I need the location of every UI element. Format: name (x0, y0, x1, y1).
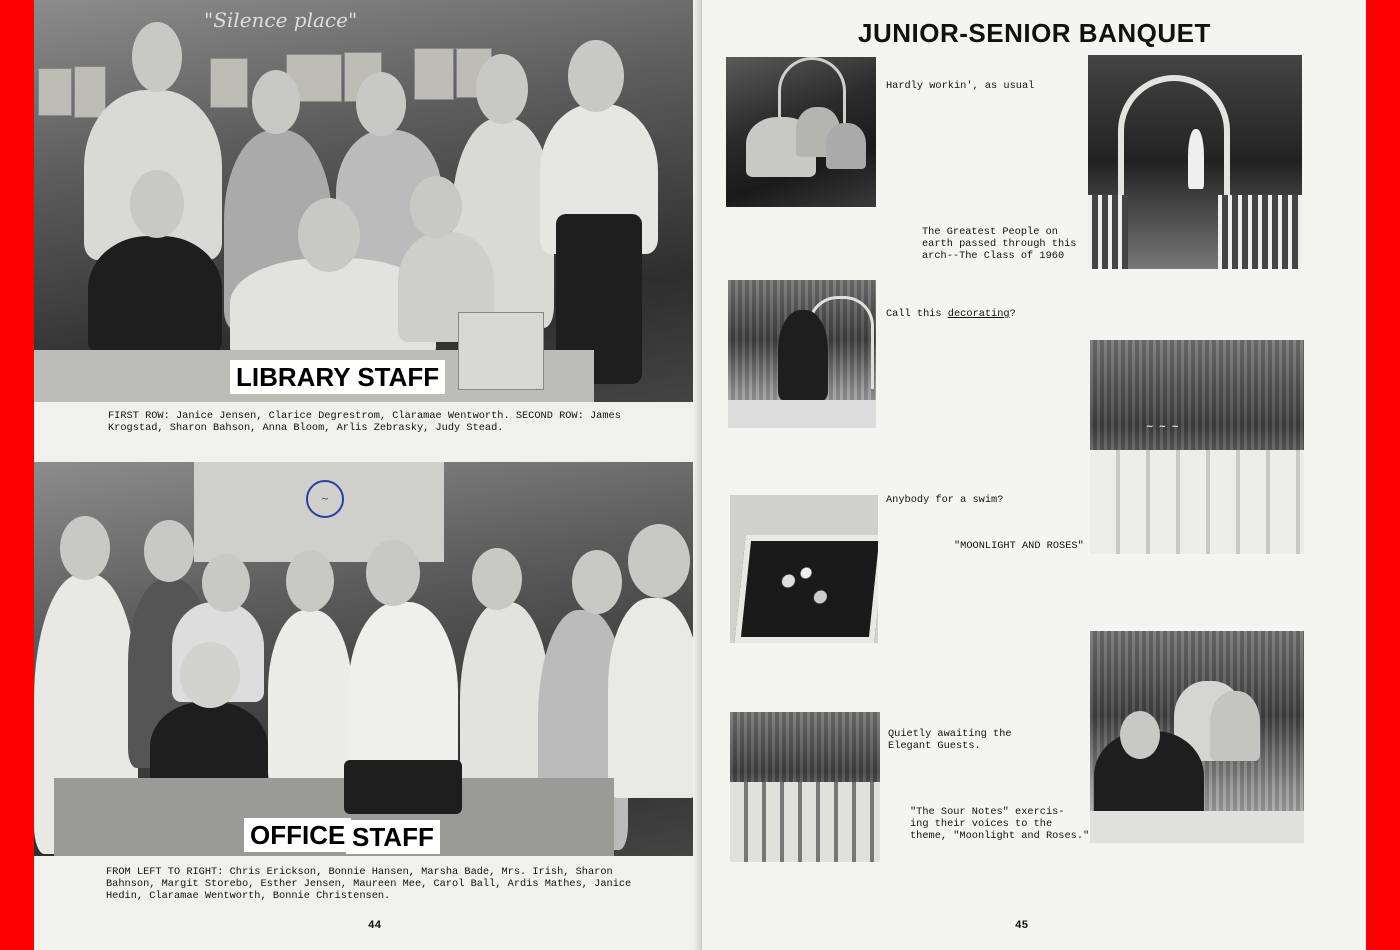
tables-with-chairs (1090, 450, 1304, 554)
office-staff-caption: FROM LEFT TO RIGHT: Chris Erickson, Bonnie Hansen, Marsha Bade, Mrs. Irish, Sharon Bahnson, Margit Storebo, Esther Jensen, Maureen Mee, Carol Ball, Ardis Mathes, Janice Hedin, Claramae Wentworth, Bonnie Christensen. (106, 866, 632, 902)
typewriter (344, 760, 462, 814)
person-head (476, 54, 528, 124)
chalkboard-text: "Silence place" (204, 8, 358, 32)
person-head (144, 520, 194, 582)
banquet-photo-pool (730, 495, 878, 643)
caption-call-this-decorating (886, 296, 1016, 320)
person-head (472, 548, 522, 610)
person-head (572, 550, 622, 614)
caption-sour-notes: "The Sour Notes" exercis- ing their voices to the theme, "Moonlight and Roses." (910, 806, 1090, 842)
caption-question-mark: ? (1009, 308, 1016, 320)
person-head (568, 40, 624, 112)
banquet-photo-tables (730, 712, 880, 862)
person-head (202, 554, 250, 612)
handwritten-stamp-icon: ~ (306, 480, 344, 518)
person-head (130, 170, 184, 238)
page-number-right: 45 (1015, 920, 1029, 932)
flower-arch (1118, 75, 1230, 251)
person-head (252, 70, 300, 134)
caption-anybody-swim: Anybody for a swim? (886, 494, 1004, 506)
person-head (298, 198, 360, 272)
banquet-photo-hall (1090, 340, 1304, 554)
person-head (132, 22, 182, 92)
person-head (628, 524, 690, 598)
fence (1218, 195, 1302, 269)
caption-quietly-awaiting: Quietly awaiting the Elegant Guests. (888, 728, 1012, 752)
person (88, 236, 222, 354)
page-title: JUNIOR-SENIOR BANQUET (858, 18, 1211, 48)
banquet-photo-decorating (728, 280, 876, 428)
person (1210, 691, 1260, 761)
banner-sign: ~ ~ ~ (1146, 422, 1180, 432)
tables-with-chairs (730, 782, 880, 862)
staff-label: STAFF (346, 820, 440, 854)
person (826, 123, 866, 169)
caption-hardly-workin: Hardly workin', as usual (886, 80, 1035, 92)
library-staff-caption: FIRST ROW: Janice Jensen, Clarice Degrestrom, Claramae Wentworth. SECOND ROW: James Krogstad, Sharon Bahson, Anna Bloom, Arlis Zebrasky, Judy Stead. (108, 410, 621, 434)
banquet-photo-arch (1088, 55, 1302, 269)
book (38, 68, 72, 116)
person (778, 310, 828, 400)
person-head (410, 176, 462, 238)
office-label: OFFICE (244, 818, 351, 852)
caption-call-this: Call this (886, 308, 948, 320)
page-number-left: 44 (368, 920, 382, 932)
banquet-photo-singers (1090, 631, 1304, 843)
table (1090, 811, 1304, 843)
person-head (60, 516, 110, 580)
person (608, 598, 700, 798)
book (74, 66, 106, 118)
flower-pool (734, 535, 878, 643)
caption-greatest-people: The Greatest People on earth passed through this arch--The Class of 1960 (922, 226, 1077, 262)
person-head (366, 540, 420, 606)
fence (1088, 195, 1128, 269)
office-staff-photo (34, 462, 700, 856)
banquet-photo-workers (726, 57, 876, 207)
person-head (180, 642, 240, 708)
book-stack (458, 312, 544, 390)
person-head (356, 72, 406, 136)
library-staff-label: LIBRARY STAFF (230, 360, 445, 394)
library-staff-photo (34, 0, 700, 402)
caption-decorating-underlined: decorating (947, 308, 1010, 320)
table (728, 400, 876, 428)
book (414, 48, 454, 100)
person (1188, 129, 1204, 189)
person (268, 610, 352, 790)
caption-moonlight-and-roses: "MOONLIGHT AND ROSES" (954, 540, 1084, 552)
book (210, 58, 248, 108)
person-head (286, 550, 334, 612)
person-head (1120, 711, 1160, 759)
